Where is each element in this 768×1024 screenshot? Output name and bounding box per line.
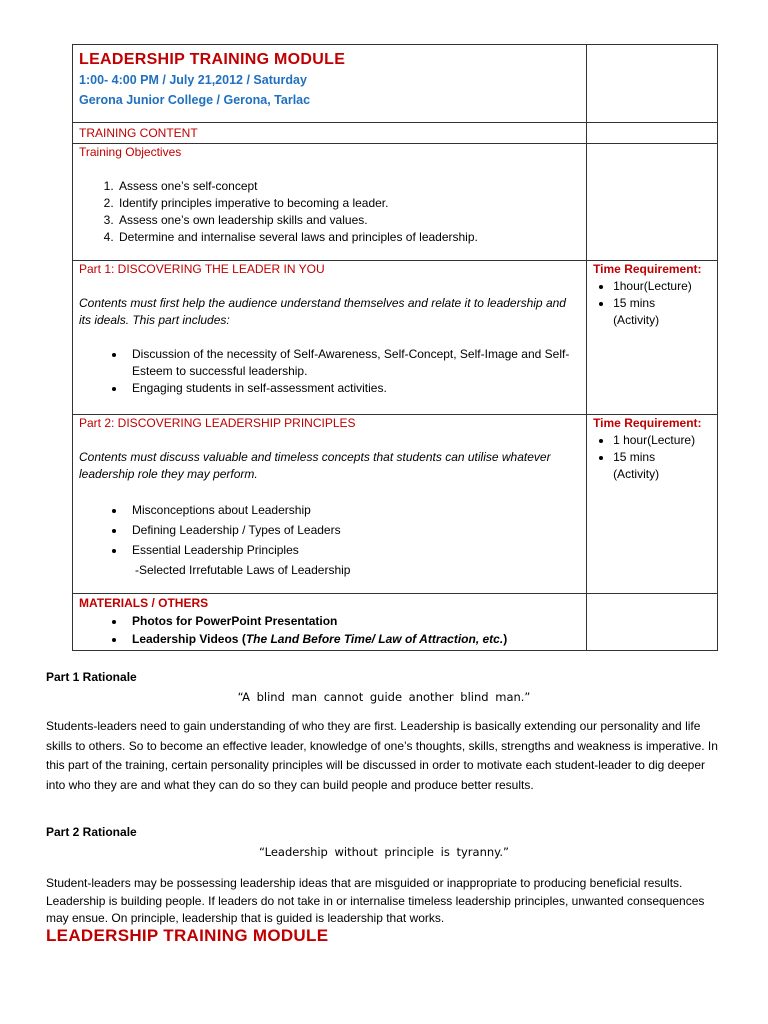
training-content-cell — [73, 123, 587, 144]
objectives-list — [79, 178, 586, 246]
part2-intro: Contents must discuss valuable and timeless concepts that students can utilise whatever leadership role they may perform. — [79, 450, 551, 481]
objective-item: 4. Determine and internalise several laws and principles of leadership. — [117, 229, 586, 246]
materials-side-cell — [587, 594, 718, 651]
part2-rationale-quote: “Leadership without principle is tyranny.” — [259, 845, 509, 859]
part1-cell — [73, 261, 587, 415]
part2-time-cell — [587, 415, 718, 594]
training-content-side-cell — [587, 123, 718, 144]
materials-item — [126, 630, 586, 648]
part1-time-cell — [587, 261, 718, 415]
part2-list-item: • Misconceptions about Leadership — [126, 500, 586, 520]
part1-time-heading: Time Requirement: — [593, 262, 702, 276]
part2-rationale-text: Student-leaders may be possessing leadership ideas that are misguided or inappropriate to producing beneficial results. Leadership is building people. If leaders do not take in or internalise timeless leadership principles, unwanted consequences may ensue. On principle, leadership that is guided is leadership that works. — [46, 876, 705, 925]
objectives-heading: Training Objectives — [79, 145, 182, 159]
materials-item-suffix: ) — [503, 632, 508, 646]
time-item: • 15 mins (Activity) — [613, 295, 677, 329]
materials-heading: MATERIALS / OTHERS — [79, 596, 209, 610]
materials-item: • Photos for PowerPoint Presentation — [126, 612, 586, 630]
objectives-side-cell — [587, 144, 718, 261]
objective-item: 2. Identify principles imperative to becoming a leader. — [117, 195, 586, 212]
part1-heading: Part 1: DISCOVERING THE LEADER IN YOU — [79, 262, 325, 276]
part2-cell — [73, 415, 587, 594]
header-cell — [73, 45, 587, 123]
part1-intro: Contents must first help the audience understand themselves and relate it to leadership and its ideals. This part includes: — [79, 296, 566, 327]
part1-list-item: • Engaging students in self-assessment activities. — [126, 380, 586, 397]
objective-item: 1. Assess one’s self-concept — [117, 178, 586, 195]
time-item: • 1 hour(Lecture) — [613, 432, 717, 449]
module-title: LEADERSHIP TRAINING MODULE — [79, 51, 346, 68]
part2-sub-item: -Selected Irrefutable Laws of Leadership — [135, 563, 351, 577]
part2-list-item: • Essential Leadership Principles — [126, 540, 586, 560]
part2-list — [79, 500, 586, 560]
objectives-cell — [73, 144, 587, 261]
part1-list — [79, 346, 586, 397]
footer-title: LEADERSHIP TRAINING MODULE — [46, 926, 329, 945]
part1-rationale-quote: “A blind man cannot guide another blind man.” — [237, 690, 531, 704]
session-datetime: 1:00- 4:00 PM / July 21,2012 / Saturday — [79, 73, 307, 87]
part1-time-list — [593, 278, 717, 329]
part2-heading: Part 2: DISCOVERING LEADERSHIP PRINCIPLES — [79, 416, 356, 430]
materials-item-italic: The Land Before Time/ Law of Attraction, etc. — [245, 632, 504, 646]
part2-rationale-heading: Part 2 Rationale — [46, 825, 137, 839]
time-item: • 15 mins (Activity) — [613, 449, 677, 483]
materials-item-prefix: Leadership Videos ( — [132, 632, 246, 646]
training-content-heading: TRAINING CONTENT — [79, 126, 198, 140]
header-side-cell — [587, 45, 718, 123]
part2-list-item: • Defining Leadership / Types of Leaders — [126, 520, 586, 540]
materials-list — [79, 612, 586, 648]
part1-rationale-text: Students-leaders need to gain understanding of who they are first. Leadership is basically extending our personality and life skills to others. So to become an effective leader, knowledge of one’s thoughts, skills, strengths and weakness is imperative. In this part of the training, certain personality principles will be discussed in order to motivate each student-leader to dig deeper into who they are and what they can do so they can build people and produce better results. — [46, 719, 718, 792]
objective-item: 3. Assess one’s own leadership skills and values. — [117, 212, 586, 229]
part1-list-item: • Discussion of the necessity of Self-Awareness, Self-Concept, Self-Image and Self-Esteem to successful leadership. — [126, 346, 586, 380]
part2-time-heading: Time Requirement: — [593, 416, 702, 430]
training-module-table — [72, 44, 718, 651]
time-item: • 1hour(Lecture) — [613, 278, 717, 295]
session-venue: Gerona Junior College / Gerona, Tarlac — [79, 93, 311, 107]
part1-rationale-heading: Part 1 Rationale — [46, 670, 137, 684]
part2-time-list — [593, 432, 717, 483]
materials-cell — [73, 594, 587, 651]
